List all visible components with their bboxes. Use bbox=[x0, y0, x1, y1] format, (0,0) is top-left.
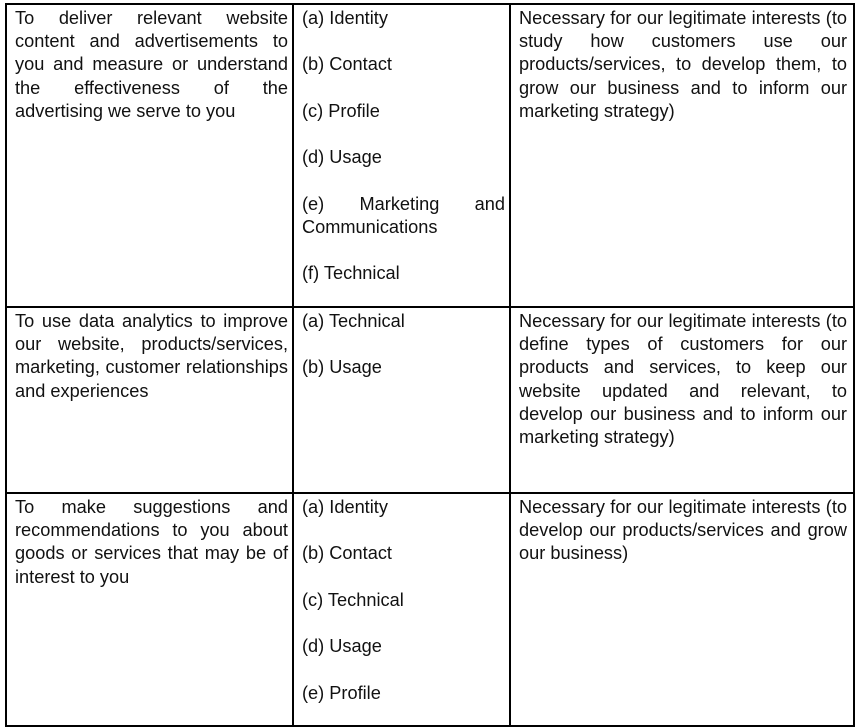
purpose-text: To make suggestions and recommendations to you about goods or services that may be of interest to you bbox=[15, 497, 288, 587]
privacy-purpose-table bbox=[5, 3, 855, 727]
table-row bbox=[6, 4, 854, 307]
data-type-item: (f) Technical bbox=[302, 263, 400, 284]
table-row bbox=[6, 493, 854, 726]
lawful-basis-text: Necessary for our legitimate interests (to define types of customers for our products and services, to keep our website updated and relevant, to develop our business and to inform our marketing strategy) bbox=[519, 311, 847, 448]
lawful-basis-cell bbox=[510, 307, 854, 493]
lawful-basis-cell bbox=[510, 493, 854, 726]
data-type-item: (b) Contact bbox=[302, 54, 392, 75]
data-type-item: (c) Profile bbox=[302, 100, 380, 121]
purpose-text: To deliver relevant website content and advertisements to you and measure or understand the effectiveness of the advertising we serve to you bbox=[15, 8, 288, 121]
data-type-item: (b) Usage bbox=[302, 357, 382, 378]
data-type-item: (c) Technical bbox=[302, 589, 404, 610]
data-type-cell bbox=[293, 493, 510, 726]
data-type-cell bbox=[293, 4, 510, 307]
lawful-basis-cell bbox=[510, 4, 854, 307]
purpose-cell bbox=[6, 493, 293, 726]
data-type-item: (e) Profile bbox=[302, 682, 381, 703]
purpose-cell bbox=[6, 4, 293, 307]
data-type-item: (d) Usage bbox=[302, 147, 382, 168]
lawful-basis-text: Necessary for our legitimate interests (to study how customers use our products/services, to develop them, to grow our business and to inform our marketing strategy) bbox=[519, 8, 847, 121]
data-type-item: (d) Usage bbox=[302, 636, 382, 657]
data-type-item: (a) Technical bbox=[302, 311, 405, 331]
data-type-cell bbox=[293, 307, 510, 493]
data-type-item: (a) Identity bbox=[302, 8, 388, 28]
privacy-table-container bbox=[5, 3, 855, 727]
data-type-item: (e) Marketing and Communications bbox=[302, 193, 505, 237]
table-row bbox=[6, 307, 854, 493]
lawful-basis-text: Necessary for our legitimate interests (to develop our products/services and grow our business) bbox=[519, 497, 847, 564]
purpose-text: To use data analytics to improve our website, products/services, marketing, customer relationships and experiences bbox=[15, 311, 288, 401]
data-type-item: (a) Identity bbox=[302, 497, 388, 517]
purpose-cell bbox=[6, 307, 293, 493]
data-type-item: (b) Contact bbox=[302, 543, 392, 564]
